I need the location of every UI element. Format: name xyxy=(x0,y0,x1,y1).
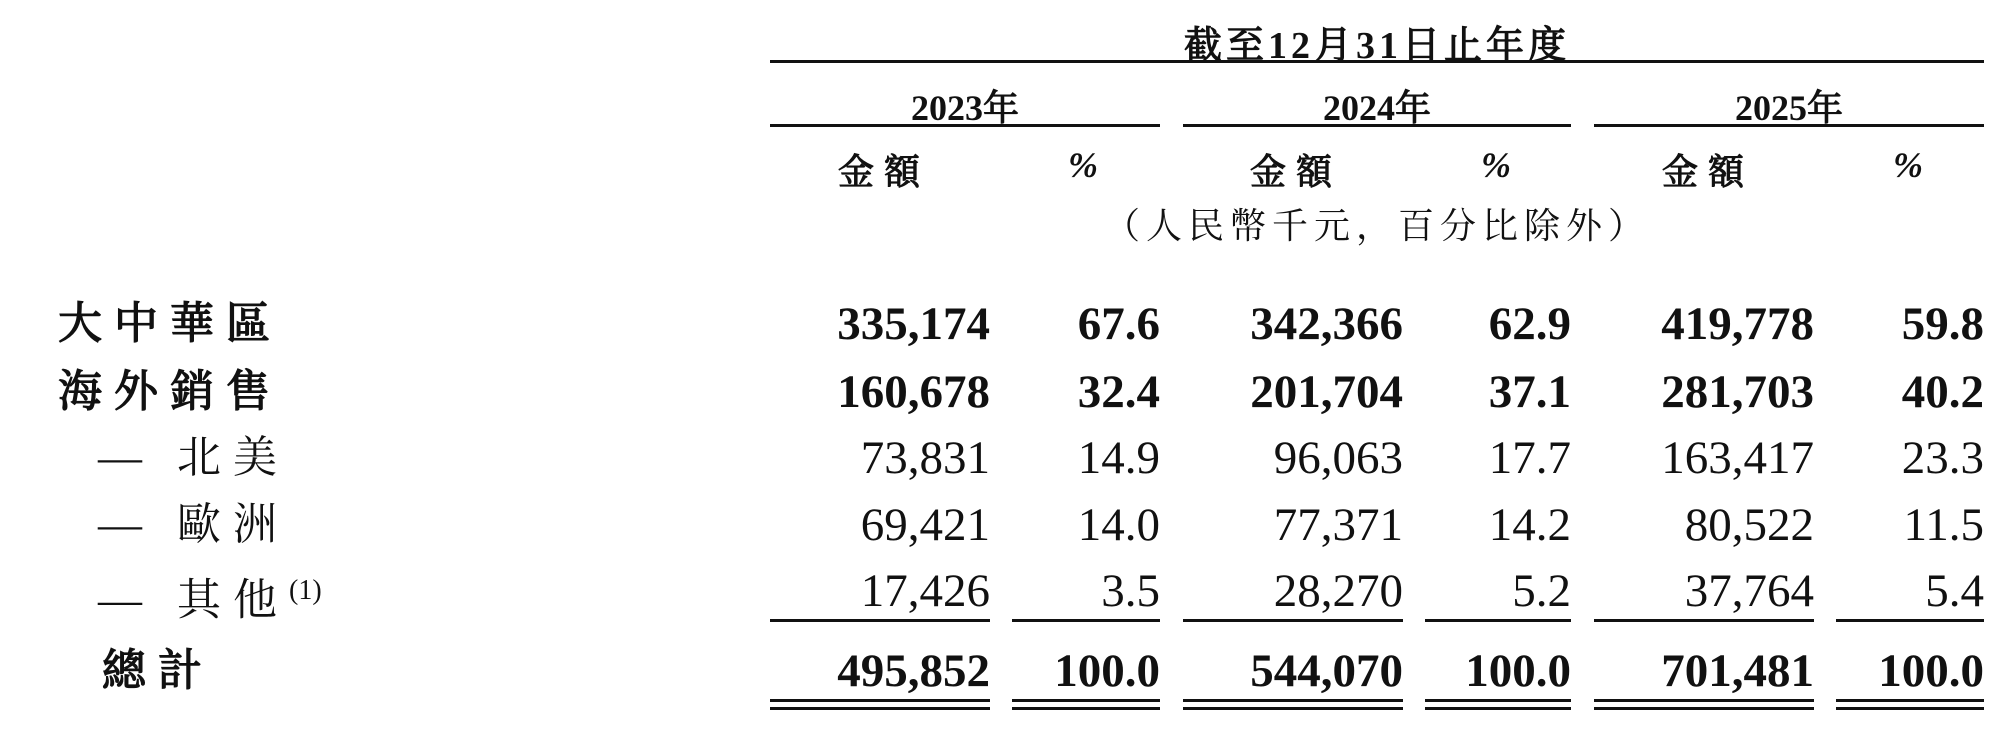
cell-europe-2024-amount: 77,371 xyxy=(1273,499,1403,551)
cell-europe-2023-pct: 14.0 xyxy=(1077,499,1160,551)
cell-others-2024-amount: 28,270 xyxy=(1273,565,1403,617)
cell-north-america-2024-amount: 96,063 xyxy=(1273,432,1403,484)
header-rule xyxy=(770,60,1984,63)
total-double-rule-2023-pct xyxy=(1012,699,1160,710)
cell-north-america-2023-amount: 73,831 xyxy=(860,432,990,484)
amount-header-2024: 金額 xyxy=(1250,152,1343,192)
row-label-greater-china: 大中華區 xyxy=(58,299,282,348)
cell-greater-china-2023-pct: 67.6 xyxy=(1077,298,1160,350)
cell-total-2025-amount: 701,481 xyxy=(1661,645,1814,697)
cell-north-america-2023-pct: 14.9 xyxy=(1077,432,1160,484)
row-label-others xyxy=(98,561,322,625)
row-label-total: 總計 xyxy=(102,646,214,695)
cell-overseas-2024-amount: 201,704 xyxy=(1250,366,1403,418)
year-rule-2024 xyxy=(1183,124,1571,127)
percent-header-2023: % xyxy=(1068,145,1098,185)
subtotal-rule-2025-pct xyxy=(1836,619,1984,622)
subtotal-rule-2025-amount xyxy=(1594,619,1814,622)
subtotal-rule-2024-pct xyxy=(1425,619,1571,622)
period-title: 截至12月31日止年度 xyxy=(1183,25,1570,67)
cell-europe-2024-pct: 14.2 xyxy=(1488,499,1571,551)
cell-overseas-2024-pct: 37.1 xyxy=(1488,366,1571,418)
subtotal-rule-2023-amount xyxy=(770,619,990,622)
year-2024-header: 2024年 xyxy=(1322,88,1431,128)
cell-others-2025-amount: 37,764 xyxy=(1684,565,1814,617)
total-double-rule-2024-pct xyxy=(1425,699,1571,710)
percent-header-2024: % xyxy=(1481,145,1511,185)
total-double-rule-2025-amount xyxy=(1594,699,1814,710)
footnote-marker: (1) xyxy=(289,575,322,606)
subtotal-rule-2023-pct xyxy=(1012,619,1160,622)
cell-others-2025-pct: 5.4 xyxy=(1925,565,1984,617)
unit-note: （人民幣千元，百分比除外） xyxy=(1103,206,1650,246)
amount-header-2025: 金額 xyxy=(1662,152,1755,192)
year-2025-header: 2025年 xyxy=(1734,88,1843,128)
cell-north-america-2025-amount: 163,417 xyxy=(1661,432,1814,484)
subtotal-rule-2024-amount xyxy=(1183,619,1403,622)
year-rule-2023 xyxy=(770,124,1160,127)
cell-north-america-2024-pct: 17.7 xyxy=(1488,432,1571,484)
row-label-north-america: — 北美 xyxy=(98,433,289,482)
year-rule-2025 xyxy=(1594,124,1984,127)
cell-greater-china-2024-amount: 342,366 xyxy=(1250,298,1403,350)
total-double-rule-2023-amount xyxy=(770,699,990,710)
cell-greater-china-2024-pct: 62.9 xyxy=(1488,298,1571,350)
cell-europe-2025-amount: 80,522 xyxy=(1684,499,1814,551)
percent-header-2025: % xyxy=(1893,145,1923,185)
amount-header-2023: 金額 xyxy=(838,152,931,192)
cell-total-2025-pct: 100.0 xyxy=(1878,645,1984,697)
cell-overseas-2023-amount: 160,678 xyxy=(837,366,990,418)
year-2023-header: 2023年 xyxy=(910,88,1019,128)
cell-total-2024-amount: 544,070 xyxy=(1250,645,1403,697)
cell-others-2023-pct: 3.5 xyxy=(1101,565,1160,617)
cell-total-2023-pct: 100.0 xyxy=(1054,645,1160,697)
total-double-rule-2024-amount xyxy=(1183,699,1403,710)
cell-total-2023-amount: 495,852 xyxy=(837,645,990,697)
cell-greater-china-2023-amount: 335,174 xyxy=(837,298,990,350)
cell-europe-2023-amount: 69,421 xyxy=(860,499,990,551)
cell-others-2024-pct: 5.2 xyxy=(1512,565,1571,617)
cell-overseas-2025-pct: 40.2 xyxy=(1901,366,1984,418)
cell-total-2024-pct: 100.0 xyxy=(1465,645,1571,697)
row-label-europe: — 歐洲 xyxy=(98,500,289,549)
cell-greater-china-2025-amount: 419,778 xyxy=(1661,298,1814,350)
row-label-overseas-sales: 海外銷售 xyxy=(58,367,282,416)
cell-greater-china-2025-pct: 59.8 xyxy=(1901,298,1984,350)
row-label-others-text: — 其他 xyxy=(98,575,289,625)
cell-north-america-2025-pct: 23.3 xyxy=(1901,432,1984,484)
cell-overseas-2023-pct: 32.4 xyxy=(1077,366,1160,418)
cell-overseas-2025-amount: 281,703 xyxy=(1661,366,1814,418)
cell-others-2023-amount: 17,426 xyxy=(860,565,990,617)
cell-europe-2025-pct: 11.5 xyxy=(1903,499,1984,551)
total-double-rule-2025-pct xyxy=(1836,699,1984,710)
